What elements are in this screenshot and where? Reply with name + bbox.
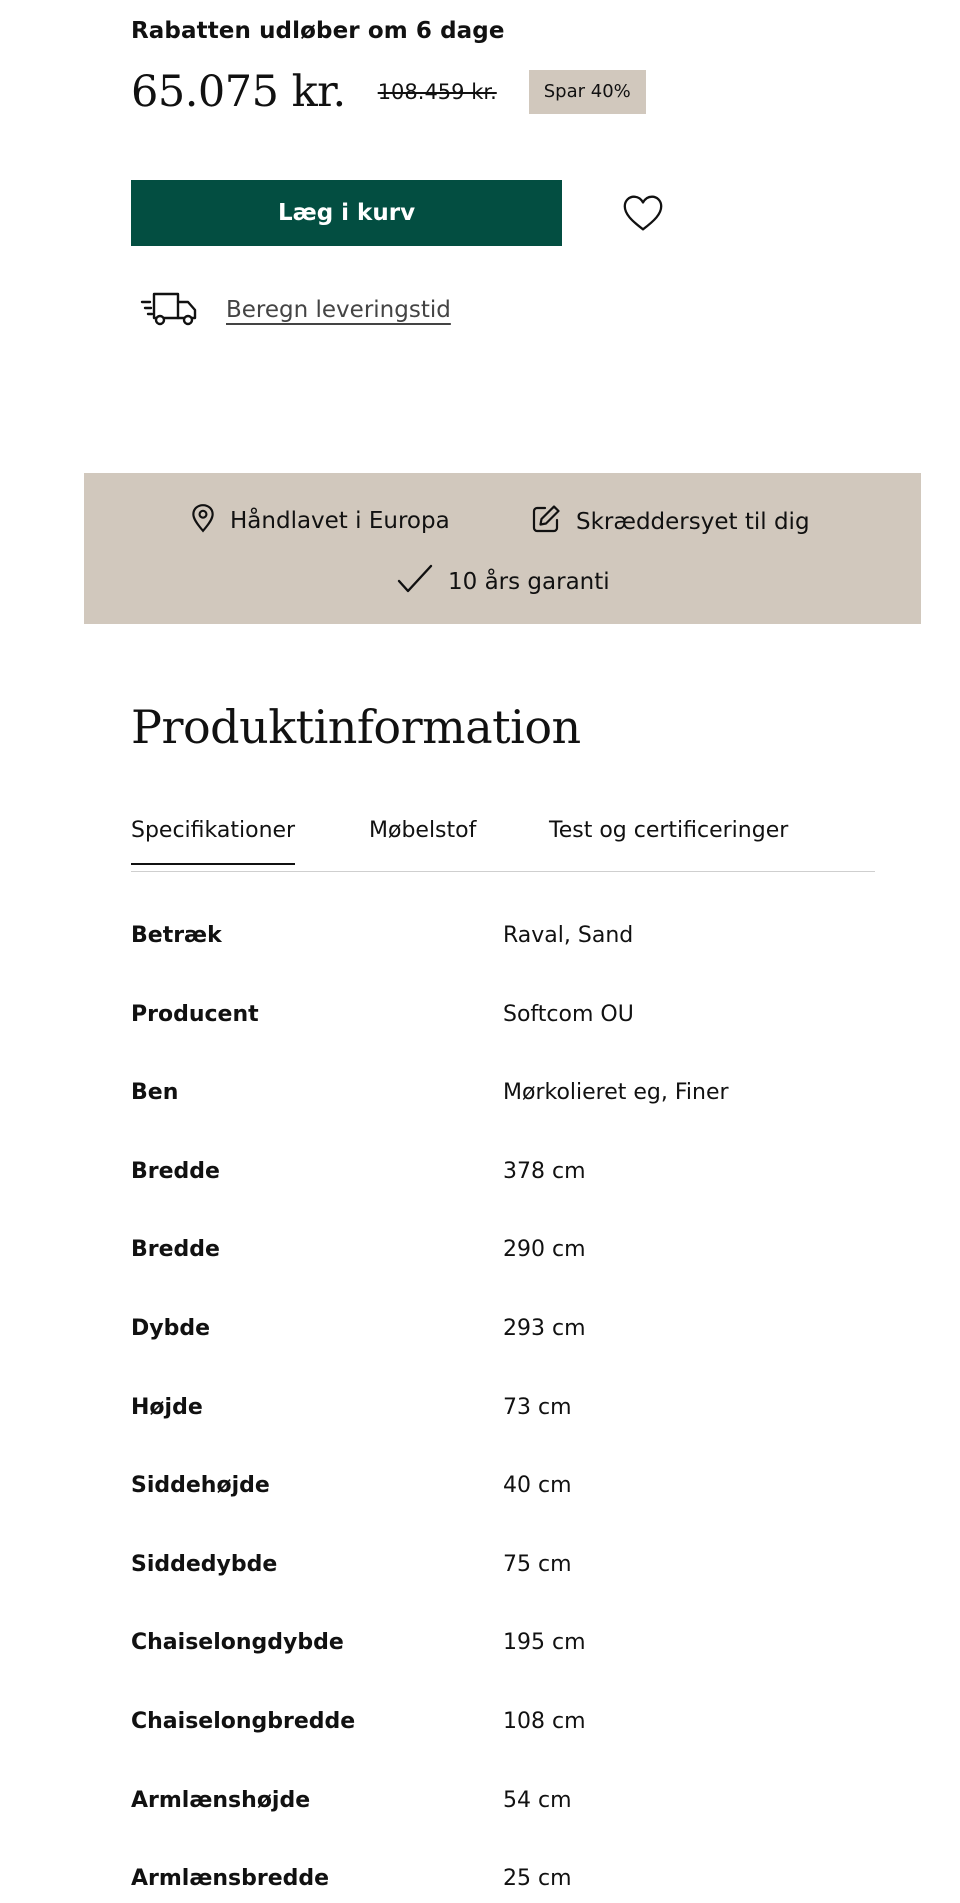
- usp-label: Håndlavet i Europa: [230, 508, 450, 534]
- spec-row: [131, 1780, 875, 1820]
- discount-expiry-note: Rabatten udløber om 6 dage: [131, 18, 505, 44]
- usp-warranty: [396, 563, 610, 601]
- spec-value: 73 cm: [503, 1394, 572, 1420]
- spec-row: [131, 1858, 875, 1898]
- usp-label: Skræddersyet til dig: [576, 509, 810, 535]
- spec-value: 25 cm: [503, 1865, 572, 1891]
- spec-label: Armlænshøjde: [131, 1787, 311, 1813]
- spec-label: Chaiselongbredde: [131, 1708, 356, 1734]
- spec-row: [131, 915, 875, 955]
- spec-row: [131, 1151, 875, 1191]
- product-info-title: Produktinformation: [131, 700, 581, 754]
- spec-value: 108 cm: [503, 1708, 586, 1734]
- usp-band: [84, 473, 921, 624]
- spec-value: Softcom OU: [503, 1001, 634, 1027]
- spec-label: Ben: [131, 1079, 179, 1105]
- tab-upholstery[interactable]: Møbelstof: [369, 818, 477, 843]
- spec-value: 195 cm: [503, 1629, 586, 1655]
- spec-row: [131, 1308, 875, 1348]
- current-price: 65.075 kr.: [131, 67, 346, 117]
- spec-label: Bredde: [131, 1236, 220, 1262]
- spec-value: 290 cm: [503, 1236, 586, 1262]
- spec-value: 75 cm: [503, 1551, 572, 1577]
- spec-value: Mørkolieret eg, Finer: [503, 1079, 729, 1105]
- spec-row: [131, 1701, 875, 1741]
- spec-row: [131, 1465, 875, 1505]
- delivery-estimate: [138, 288, 451, 332]
- original-price: 108.459 kr.: [377, 80, 497, 104]
- spec-label: Betræk: [131, 922, 222, 948]
- spec-label: Dybde: [131, 1315, 211, 1341]
- spec-value: 378 cm: [503, 1158, 586, 1184]
- spec-value: 54 cm: [503, 1787, 572, 1813]
- spec-label: Producent: [131, 1001, 259, 1027]
- save-badge: Spar 40%: [529, 70, 646, 114]
- spec-value: 40 cm: [503, 1472, 572, 1498]
- tab-specifications[interactable]: Specifikationer: [131, 818, 295, 865]
- spec-label: Højde: [131, 1394, 203, 1420]
- add-to-cart-button[interactable]: Læg i kurv: [131, 180, 562, 246]
- usp-handmade: [190, 503, 450, 539]
- spec-label: Siddehøjde: [131, 1472, 270, 1498]
- delivery-truck-icon: [138, 286, 202, 334]
- spec-row: [131, 1072, 875, 1112]
- checkmark-icon: [396, 563, 448, 601]
- spec-row: [131, 1544, 875, 1584]
- spec-row: [131, 994, 875, 1034]
- edit-icon: [530, 503, 576, 541]
- price-row: [131, 62, 646, 122]
- spec-label: Chaiselongdybde: [131, 1629, 344, 1655]
- usp-tailored: [530, 503, 810, 541]
- product-info-tabs: [131, 810, 875, 872]
- calculate-delivery-link[interactable]: Beregn leveringstid: [226, 297, 451, 323]
- spec-label: Bredde: [131, 1158, 220, 1184]
- spec-row: [131, 1229, 875, 1269]
- spec-label: Siddedybde: [131, 1551, 278, 1577]
- wishlist-heart-icon[interactable]: [620, 190, 666, 236]
- spec-row: [131, 1387, 875, 1427]
- tab-tests-certifications[interactable]: Test og certificeringer: [549, 818, 789, 843]
- spec-value: Raval, Sand: [503, 922, 634, 948]
- usp-label: 10 års garanti: [448, 569, 610, 595]
- spec-value: 293 cm: [503, 1315, 586, 1341]
- spec-label: Armlænsbredde: [131, 1865, 330, 1891]
- spec-row: [131, 1622, 875, 1662]
- location-pin-icon: [190, 503, 230, 539]
